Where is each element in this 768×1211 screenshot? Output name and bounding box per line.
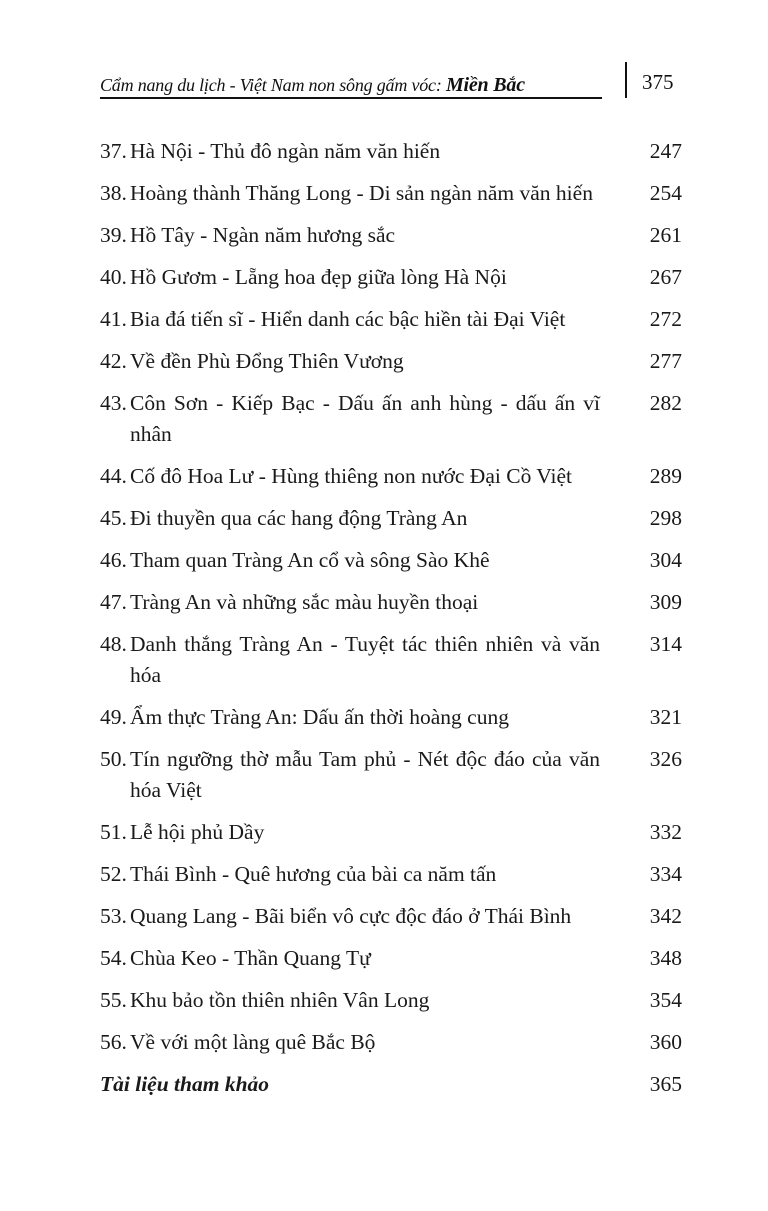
book-title-prefix: Cẩm nang du lịch - Việt Nam non sông gấm vóc: [100,75,442,95]
toc-entry-page: 298 [649,506,682,530]
header-divider [625,62,627,98]
toc-entry-page: 326 [649,747,682,771]
toc-references-page: 365 [649,1072,682,1096]
toc-entry-title: Về đền Phù Đổng Thiên Vương [130,349,404,373]
running-header [100,62,680,102]
toc-entry [100,943,682,974]
toc-entry-page: 277 [649,349,682,373]
book-title-region: Miền Bắc [445,74,525,96]
toc-entry [100,503,682,534]
toc-entry [100,859,682,890]
toc-entry-title: Tham quan Tràng An cổ và sông Sào Khê [130,548,490,572]
toc-entry-page: 342 [649,904,682,928]
toc-entry-page: 282 [649,391,682,415]
toc-entry-title: Đi thuyền qua các hang động Tràng An [130,506,468,530]
toc-entry [100,388,682,450]
toc-entry-page: 267 [649,265,682,289]
toc-entry-title: Chùa Keo - Thần Quang Tự [130,946,371,970]
toc-entry-title: Hoàng thành Thăng Long - Di sản ngàn năm văn hiến [130,181,593,205]
toc-entry-page: 321 [649,705,682,729]
toc-entry-number: 46. [100,548,127,572]
toc-entry-number: 39. [100,223,127,247]
toc-entry [100,304,682,335]
toc-entry-title: Thái Bình - Quê hương của bài ca năm tấn [130,862,497,886]
toc-entry [100,901,682,932]
toc-entry [100,461,682,492]
toc-entry [100,587,682,618]
toc-entry [100,817,682,848]
toc-entry-page: 304 [649,548,682,572]
toc-entry [100,220,682,251]
toc-entry [100,702,682,733]
toc-entry-number: 42. [100,349,127,373]
toc-entry-page: 354 [649,988,682,1012]
toc-entry-title: Danh thắng Tràng An - Tuyệt tác thiên nhiên và văn hóa [130,632,600,687]
toc-entry-number: 51. [100,820,127,844]
toc-entry-number: 38. [100,181,127,205]
header-underline [100,97,602,99]
toc-entry-number: 52. [100,862,127,886]
page-number: 375 [642,70,674,94]
toc-entry-page: 332 [649,820,682,844]
toc-entry-number: 53. [100,904,127,928]
toc-entry-title: Hồ Gươm - Lẵng hoa đẹp giữa lòng Hà Nội [130,265,507,289]
toc-entry-page: 309 [649,590,682,614]
toc-entry-page: 261 [649,223,682,247]
toc-entry-number: 45. [100,506,127,530]
toc-entry-page: 334 [649,862,682,886]
toc-entry-title: Quang Lang - Bãi biển vô cực độc đáo ở Thái Bình [130,904,572,928]
toc-entry-title: Hà Nội - Thủ đô ngàn năm văn hiến [130,139,441,163]
toc-entry [100,178,682,209]
toc-entry-title: Lễ hội phủ Dầy [130,820,265,844]
toc-entry-title: Bia đá tiến sĩ - Hiển danh các bậc hiền tài Đại Việt [130,307,566,331]
toc-entry-page: 360 [649,1030,682,1054]
toc-entry-title: Ẩm thực Tràng An: Dấu ấn thời hoàng cung [130,705,509,729]
toc-entry-title: Cố đô Hoa Lư - Hùng thiêng non nước Đại Cồ Việt [130,464,573,488]
toc-entry-number: 48. [100,632,127,656]
toc-entry [100,985,682,1016]
toc-entry [100,136,682,167]
toc-entry-number: 43. [100,391,127,415]
table-of-contents [100,136,682,1111]
toc-entry-number: 40. [100,265,127,289]
toc-entry-page: 348 [649,946,682,970]
toc-entry-number: 54. [100,946,127,970]
toc-entry-page: 254 [649,181,682,205]
toc-entry-number: 37. [100,139,127,163]
toc-entry [100,545,682,576]
toc-entry-page: 272 [649,307,682,331]
toc-entry-number: 55. [100,988,127,1012]
toc-entry-title: Về với một làng quê Bắc Bộ [130,1030,376,1054]
toc-entry [100,262,682,293]
toc-entry-title: Tín ngưỡng thờ mẫu Tam phủ - Nét độc đáo của văn hóa Việt [130,747,600,802]
toc-entry-number: 50. [100,747,127,771]
toc-references-title: Tài liệu tham khảo [100,1072,270,1096]
toc-entry-title: Côn Sơn - Kiếp Bạc - Dấu ấn anh hùng - dấu ấn vĩ nhân [130,391,600,446]
toc-references [100,1069,682,1100]
toc-entry [100,629,682,691]
toc-entry-number: 49. [100,705,127,729]
toc-entry-title: Hồ Tây - Ngàn năm hương sắc [130,223,396,247]
toc-entry [100,744,682,806]
toc-entry-number: 44. [100,464,127,488]
toc-entry-number: 47. [100,590,127,614]
toc-entry [100,1027,682,1058]
toc-entry-page: 289 [649,464,682,488]
toc-entry-title: Tràng An và những sắc màu huyền thoại [130,590,479,614]
book-title [100,74,602,97]
toc-entry-page: 314 [649,632,682,656]
toc-entry-page: 247 [649,139,682,163]
toc-entry-number: 56. [100,1030,127,1054]
toc-entry-number: 41. [100,307,127,331]
toc-entry-title: Khu bảo tồn thiên nhiên Vân Long [130,988,430,1012]
toc-entry [100,346,682,377]
